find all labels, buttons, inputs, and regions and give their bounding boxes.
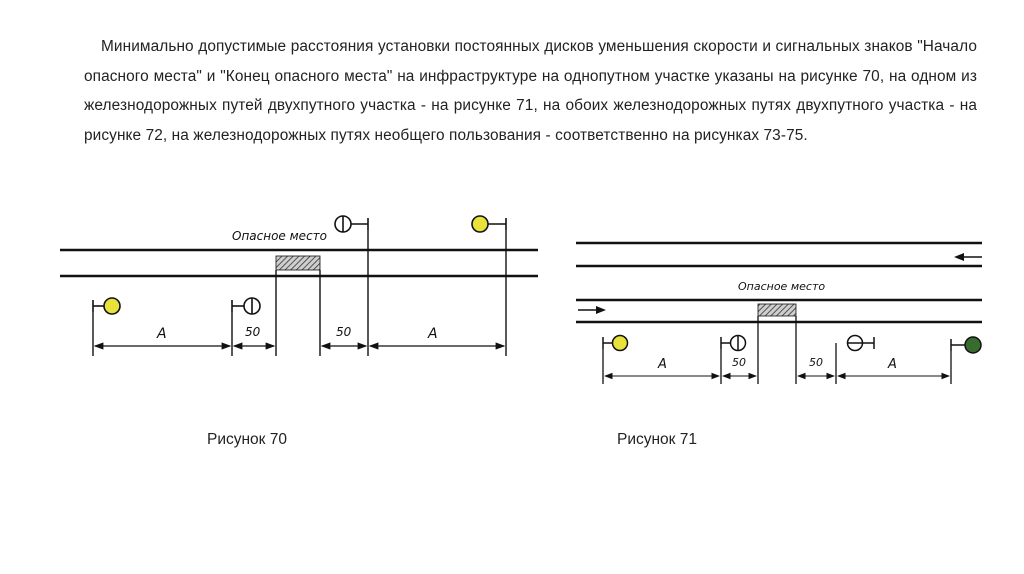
yellow-disc-sign-left (603, 336, 628, 351)
yellow-disc-sign-bottom (93, 298, 120, 314)
yellow-disc-sign-top (472, 216, 506, 232)
description-paragraph: Минимально допустимые расстояния установки постоянных дисков уменьшения скорости и сигнальных знаков "Начало опасного места" и "Конец опасного места" на инфраструктуре на однопутном участке указаны на рисунке 70, на одном из железнодорожных путей двухпутного участка - на рисунке 71, на обоих железнодорожных путях двухпутного участка - на рисунке 72, на железнодорожных путях необщего пользования - соответственно на рисунках 73-75. (84, 38, 977, 144)
yellow-disc (104, 298, 120, 314)
dim-a-left-label: А (658, 357, 667, 372)
dim-50-left-label: 50 (732, 356, 746, 369)
figure-71 (576, 243, 982, 384)
green-disc-sign-right (951, 337, 981, 353)
danger-zone (758, 304, 796, 316)
direction-arrow-left-icon (954, 253, 982, 261)
dim-a-right-label: А (428, 326, 438, 342)
dim-a-right-label: А (888, 357, 897, 372)
figure-70-caption: Рисунок 70 (207, 431, 288, 448)
yellow-disc (472, 216, 488, 232)
danger-label: Опасное место (738, 280, 826, 293)
dim-50-right-label: 50 (336, 325, 352, 339)
dim-a-left-label: А (157, 326, 167, 342)
danger-zone (276, 256, 320, 270)
speed-disc-sign-bottom (232, 298, 260, 314)
speed-disc-sign-top (335, 216, 368, 232)
dim-50-left-label: 50 (245, 325, 261, 339)
green-disc (965, 337, 981, 353)
dim-50-right-label: 50 (809, 356, 823, 369)
yellow-disc (613, 336, 628, 351)
end-disc-sign-right (848, 336, 875, 351)
figure-70 (60, 216, 538, 356)
danger-label: Опасное место (232, 229, 327, 243)
direction-arrow-right-icon (578, 306, 606, 314)
figure-71-caption: Рисунок 71 (617, 431, 698, 448)
speed-disc-sign-left (721, 336, 746, 351)
